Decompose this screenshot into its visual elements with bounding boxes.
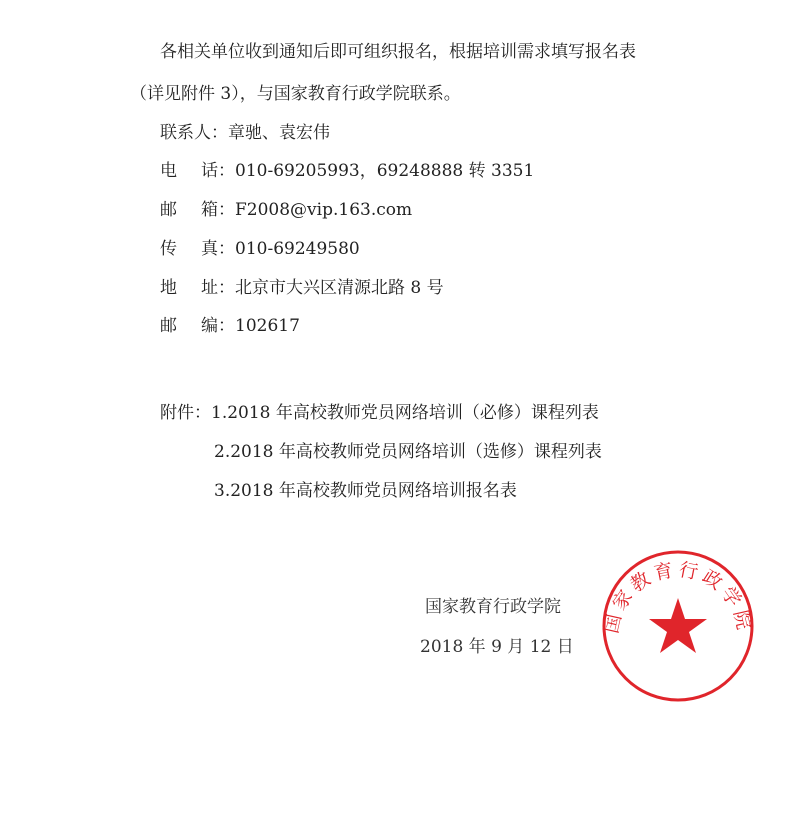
colon: ： xyxy=(218,316,235,336)
paragraph-line-1: 各相关单位收到通知后即可组织报名，根据培训需求填写报名表 xyxy=(160,42,636,62)
fax-value: 010-69249580 xyxy=(235,239,360,259)
attachment-2: 2.2018 年高校教师党员网络培训（选修）课程列表 xyxy=(214,442,602,462)
label-char: 传 xyxy=(160,239,177,259)
colon: ： xyxy=(211,123,228,143)
email-value: F2008@vip.163.com xyxy=(235,200,413,220)
contact-value: 章驰、袁宏伟 xyxy=(228,123,330,143)
contact-postcode xyxy=(160,316,300,336)
colon: ： xyxy=(218,239,235,259)
paragraph-line-2: （详见附件 3），与国家教育行政学院联系。 xyxy=(130,84,461,104)
star-icon xyxy=(649,598,707,653)
seal-text: 国家教育行政学院 xyxy=(600,558,756,636)
label-char: 邮 xyxy=(160,316,177,336)
contact-label: 联系人 xyxy=(160,123,211,143)
attachment-1 xyxy=(160,403,599,423)
label-char: 真 xyxy=(201,239,218,259)
signature-date: 2018 年 9 月 12 日 xyxy=(420,637,574,657)
label-char: 编 xyxy=(201,316,218,336)
colon: ： xyxy=(218,278,235,298)
contact-person xyxy=(160,123,330,143)
label-char: 话 xyxy=(201,161,218,181)
contact-fax xyxy=(160,239,360,259)
label-char: 址 xyxy=(201,278,218,298)
colon: ： xyxy=(218,200,235,220)
attachments-label: 附件： xyxy=(160,403,211,423)
attachment-item: 1.2018 年高校教师党员网络培训（必修）课程列表 xyxy=(211,403,599,423)
label-char: 邮 xyxy=(160,200,177,220)
phone-value: 010-69205993，69248888 转 3351 xyxy=(235,161,535,181)
contact-address xyxy=(160,278,444,298)
contact-phone xyxy=(160,161,534,181)
label-char: 地 xyxy=(160,278,177,298)
address-value: 北京市大兴区清源北路 8 号 xyxy=(235,278,444,298)
contact-email xyxy=(160,200,412,220)
signature-org: 国家教育行政学院 xyxy=(425,597,561,617)
postcode-value: 102617 xyxy=(235,316,300,336)
label-char: 电 xyxy=(160,161,177,181)
official-seal xyxy=(600,548,756,704)
attachment-3: 3.2018 年高校教师党员网络培训报名表 xyxy=(214,481,517,501)
colon: ： xyxy=(218,161,235,181)
label-char: 箱 xyxy=(201,200,218,220)
